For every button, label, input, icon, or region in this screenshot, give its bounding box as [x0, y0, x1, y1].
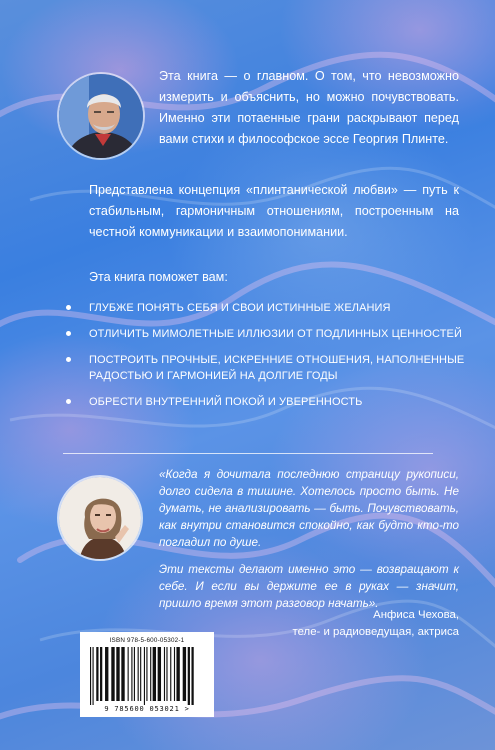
barcode-bar — [164, 647, 165, 701]
benefit-text: ОТЛИЧИТЬ МИМОЛЕТНЫЕ ИЛЛЮЗИИ ОТ ПОДЛИННЫХ ЦЕННОСТЕЙ — [89, 328, 462, 340]
reviewer-photo — [57, 475, 143, 561]
barcode-bar — [166, 647, 167, 701]
list-item — [66, 326, 466, 342]
list-item — [66, 300, 466, 316]
bullet-icon — [66, 305, 71, 310]
barcode-bar — [116, 647, 119, 701]
barcode-bar — [191, 647, 193, 705]
barcode-bar — [188, 647, 190, 705]
barcode-bar — [158, 647, 161, 701]
isbn-text: ISBN 978-5-600-05302-1 — [109, 637, 185, 644]
barcode-bar — [174, 647, 175, 701]
list-item — [66, 352, 466, 384]
barcode-bar — [170, 647, 171, 701]
barcode-bar — [100, 647, 102, 701]
barcode-bar — [140, 647, 141, 701]
barcode-bar — [111, 647, 114, 701]
bullet-icon — [66, 399, 71, 404]
concept-paragraph: Представлена концепция «плинтанической любви» — путь к стабильным, гармоничным отношениям, построенным на честной коммуникации и взаимопонимании. — [89, 183, 459, 239]
barcode-bar — [90, 647, 91, 705]
benefit-text: ПОСТРОИТЬ ПРОЧНЫЕ, ИСКРЕННИЕ ОТНОШЕНИЯ, НАПОЛНЕННЫЕ РАДОСТЬЮ И ГАРМОНИЕЙ НА ДОЛГИЕ ГОДЫ — [89, 354, 465, 382]
benefits-heading: Эта книга поможет вам: — [89, 270, 228, 284]
list-item — [66, 394, 466, 410]
reviewer-portrait-woman-icon — [59, 477, 143, 561]
barcode-bar — [153, 647, 156, 701]
review-signature — [220, 607, 459, 641]
barcode — [80, 632, 214, 717]
barcode-bar — [144, 647, 145, 705]
reviewer-role: теле- и радиоведущая, актриса — [292, 626, 459, 638]
barcode-bar — [150, 647, 151, 701]
review-paragraph: «Когда я дочитала последнюю страницу рукописи, долго сидела в тишине. Хотелось просто быть. Не думать, не анализировать — быть. Почувствовать, как внутри становится спокойно, как будто кто-то погладил по душе. — [159, 468, 459, 549]
review-quote — [159, 466, 459, 612]
barcode-bar — [138, 647, 139, 701]
review-paragraph: Эти тексты делают именно это — возвращают к себе. И если вы держите ее в руках — значит, пришло время этот разговор начать». — [159, 563, 459, 610]
reviewer-name: Анфиса Чехова, — [373, 609, 459, 621]
barcode-bars — [90, 647, 204, 705]
benefits-list — [66, 300, 466, 420]
bullet-icon — [66, 357, 71, 362]
barcode-bar — [128, 647, 129, 701]
barcode-bar — [146, 647, 147, 701]
barcode-bar — [121, 647, 124, 701]
benefit-text: ГЛУБЖЕ ПОНЯТЬ СЕБЯ И СВОИ ИСТИННЫЕ ЖЕЛАНИЯ — [89, 302, 391, 314]
barcode-bar — [96, 647, 98, 701]
barcode-bar — [131, 647, 132, 701]
author-portrait-man-icon — [59, 74, 145, 160]
barcode-bar — [134, 647, 135, 701]
intro-paragraph: Эта книга — о главном. О том, что невозможно измерить и объяснить, но можно почувствовать. Именно эти потаенные грани раскрывают перед вами стихи и философское эссе Георгия Плинте. — [159, 69, 459, 146]
barcode-bar — [105, 647, 108, 701]
benefit-text: ОБРЕСТИ ВНУТРЕННИЙ ПОКОЙ И УВЕРЕННОСТЬ — [89, 396, 363, 408]
barcode-bar — [93, 647, 94, 705]
barcode-digits: 9 785600 053021 > — [104, 705, 190, 713]
author-photo — [57, 72, 145, 160]
section-divider — [63, 453, 433, 454]
barcode-bar — [183, 647, 186, 701]
barcode-bar — [176, 647, 179, 701]
bullet-icon — [66, 331, 71, 336]
